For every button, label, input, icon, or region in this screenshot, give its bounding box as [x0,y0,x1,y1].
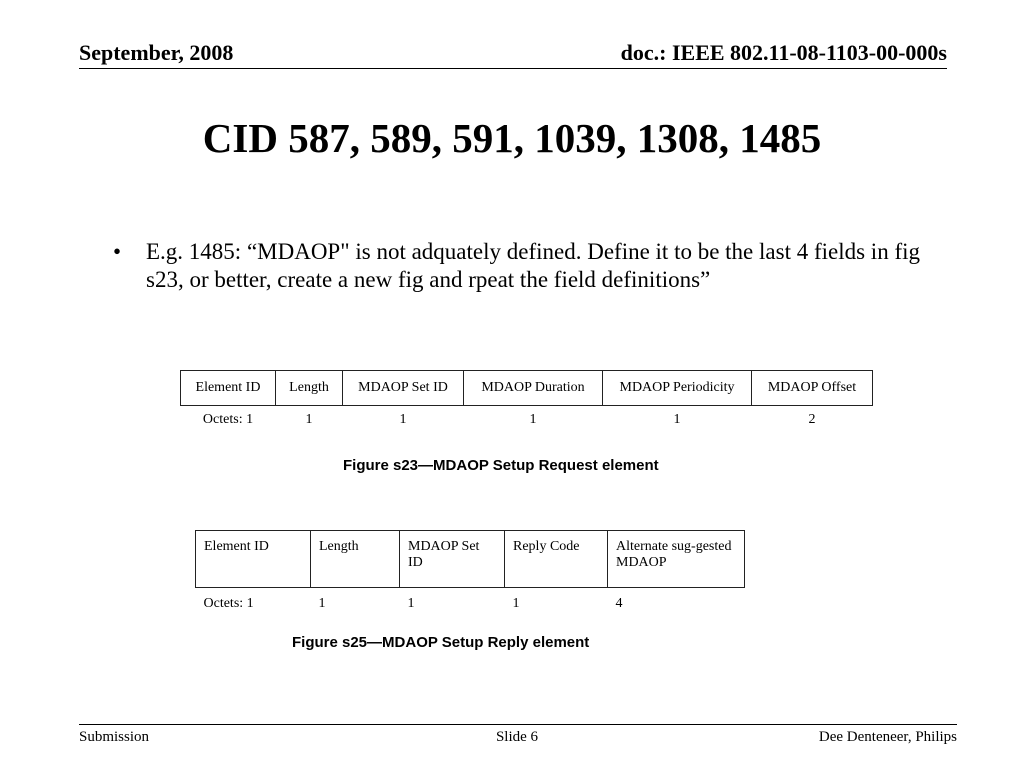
table-cell: Octets: 1 [203,596,254,611]
footer-submission: Submission [79,729,150,745]
table-cell: 1 [529,412,537,427]
bullet-item [113,238,933,294]
figure-s25-caption: Figure s25—MDAOP Setup Reply element [292,634,590,651]
footer-slide-number: Slide 6 [495,729,539,745]
header-date: September, 2008 [79,40,234,65]
figure-s25-header-row [196,531,745,588]
figure-s23-table [180,370,873,434]
header-divider [79,68,947,69]
table-cell: 1 [318,596,326,611]
table-header-cell: MDAOP Offset [752,371,873,406]
table-cell: 1 [305,412,313,427]
table-header-cell: Length [311,531,400,588]
table-cell: 2 [808,412,816,427]
table-header-cell: Alternate sug-gested MDAOP [608,531,745,588]
figure-s25-octets-row [196,588,745,621]
figure-s23-octets-row [181,406,873,435]
bullet-text: E.g. 1485: “MDAOP" is not adquately defined. Define it to be the last 4 fields in fig s23, or better, create a new fig and rpeat the field definitions” [146,239,920,292]
table-cell: 1 [673,412,681,427]
footer-author: Dee Denteneer, Philips [818,729,957,745]
bullet-marker: • [113,239,122,264]
table-cell: Octets: 1 [202,412,254,427]
figure-s25-table [195,530,745,620]
table-header-cell: MDAOP Periodicity [603,371,752,406]
table-header-cell: MDAOP Set ID [400,531,505,588]
table-cell: 1 [512,596,520,611]
table-header-cell: Element ID [196,531,311,588]
table-cell: 1 [399,412,407,427]
table-header-cell: Reply Code [505,531,608,588]
table-cell: 4 [615,596,623,611]
header-doc-id: doc.: IEEE 802.11-08-1103-00-000s [620,40,947,65]
table-cell: 1 [407,596,415,611]
table-header-cell: MDAOP Duration [464,371,603,406]
footer-divider [79,724,957,725]
slide-title: CID 587, 589, 591, 1039, 1308, 1485 [202,115,822,161]
figure-s23-header-row [181,371,873,406]
table-header-cell: Element ID [181,371,276,406]
figure-s23-caption: Figure s23—MDAOP Setup Request element [343,457,659,474]
table-header-cell: MDAOP Set ID [343,371,464,406]
table-header-cell: Length [276,371,343,406]
